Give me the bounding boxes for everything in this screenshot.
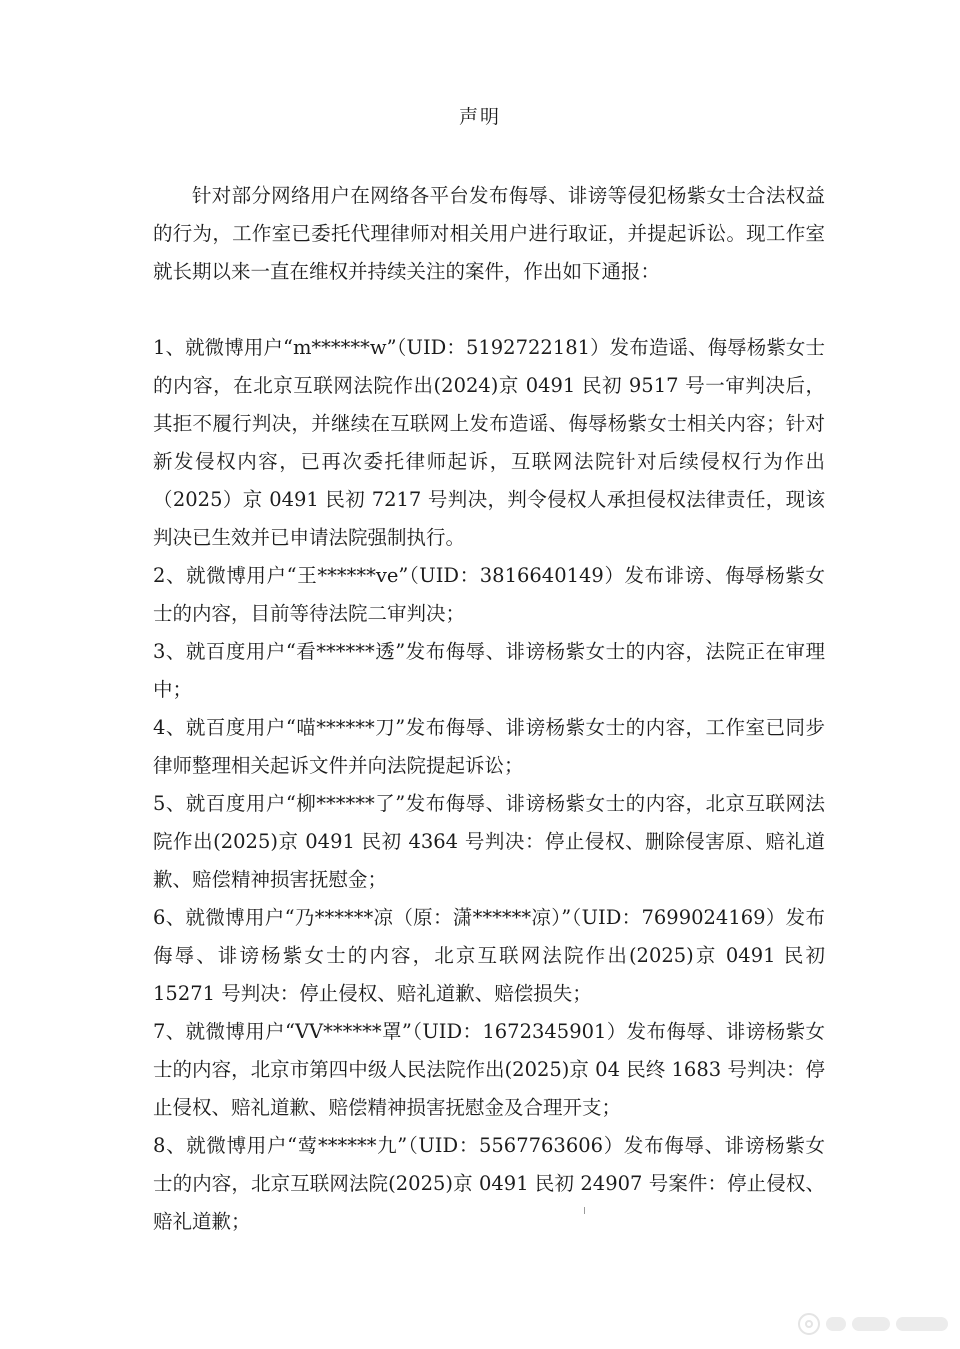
document-title: 声明 (458, 106, 501, 128)
case-item-3: 3、就百度用户“看******透”发布侮辱、诽谤杨紫女士的内容，法院正在审理中； (153, 640, 825, 701)
watermark-block (896, 1317, 948, 1331)
watermark-block (826, 1317, 846, 1331)
case-list (153, 329, 825, 1241)
case-item-8: 8、就微博用户“莺******九”（UID：5567763606）发布侮辱、诽谤杨紫女士的内容，北京互联网法院(2025)京 0491 民初 24907 号案件：停止侵权、赔礼道歉； (153, 1134, 825, 1233)
watermark-block (852, 1317, 890, 1331)
watermark (798, 1313, 948, 1335)
intro-paragraph: 针对部分网络用户在网络各平台发布侮辱、诽谤等侵犯杨紫女士合法权益的行为，工作室已委托代理律师对相关用户进行取证，并提起诉讼。现工作室就长期以来一直在维权并持续关注的案件，作出如下通报： (153, 184, 825, 283)
case-item-4: 4、就百度用户“喵******刀”发布侮辱、诽谤杨紫女士的内容，工作室已同步律师整理相关起诉文件并向法院提起诉讼； (153, 716, 825, 777)
case-item-2: 2、就微博用户“王******ve”（UID：3816640149）发布诽谤、侮辱杨紫女士的内容，目前等待法院二审判决； (153, 564, 825, 625)
case-item-6: 6、就微博用户“乃******凉（原：潇******凉）”（UID：7699024169）发布侮辱、诽谤杨紫女士的内容，北京互联网法院作出(2025)京 0491 民初 15271 号判决：停止侵权、赔礼道歉、赔偿损失； (153, 906, 825, 1005)
case-item-5: 5、就百度用户“柳******了”发布侮辱、诽谤杨紫女士的内容，北京互联网法院作出(2025)京 0491 民初 4364 号判决：停止侵权、删除侵害原、赔礼道歉、赔偿精神损害抚慰金； (153, 792, 825, 891)
scan-mark (584, 1207, 585, 1214)
watermark-logo-icon (798, 1313, 820, 1335)
case-item-7: 7、就微博用户“VV******罩”（UID：1672345901）发布侮辱、诽谤杨紫女士的内容，北京市第四中级人民法院作出(2025)京 04 民终 1683 号判决：停止侵权、赔礼道歉、赔偿精神损害抚慰金及合理开支； (153, 1020, 825, 1119)
case-item-1: 1、就微博用户“m******w”（UID：5192722181）发布造谣、侮辱杨紫女士的内容，在北京互联网法院作出(2024)京 0491 民初 9517 号一审判决后，其拒不履行判决，并继续在互联网上发布造谣、侮辱杨紫女士相关内容；针对新发侵权内容，已再次委托律师起诉，互联网法院针对后续侵权行为作出（2025）京 0491 民初 7217 号判决，判令侵权人承担侵权法律责任，现该判决已生效并已申请法院强制执行。 (153, 336, 825, 549)
